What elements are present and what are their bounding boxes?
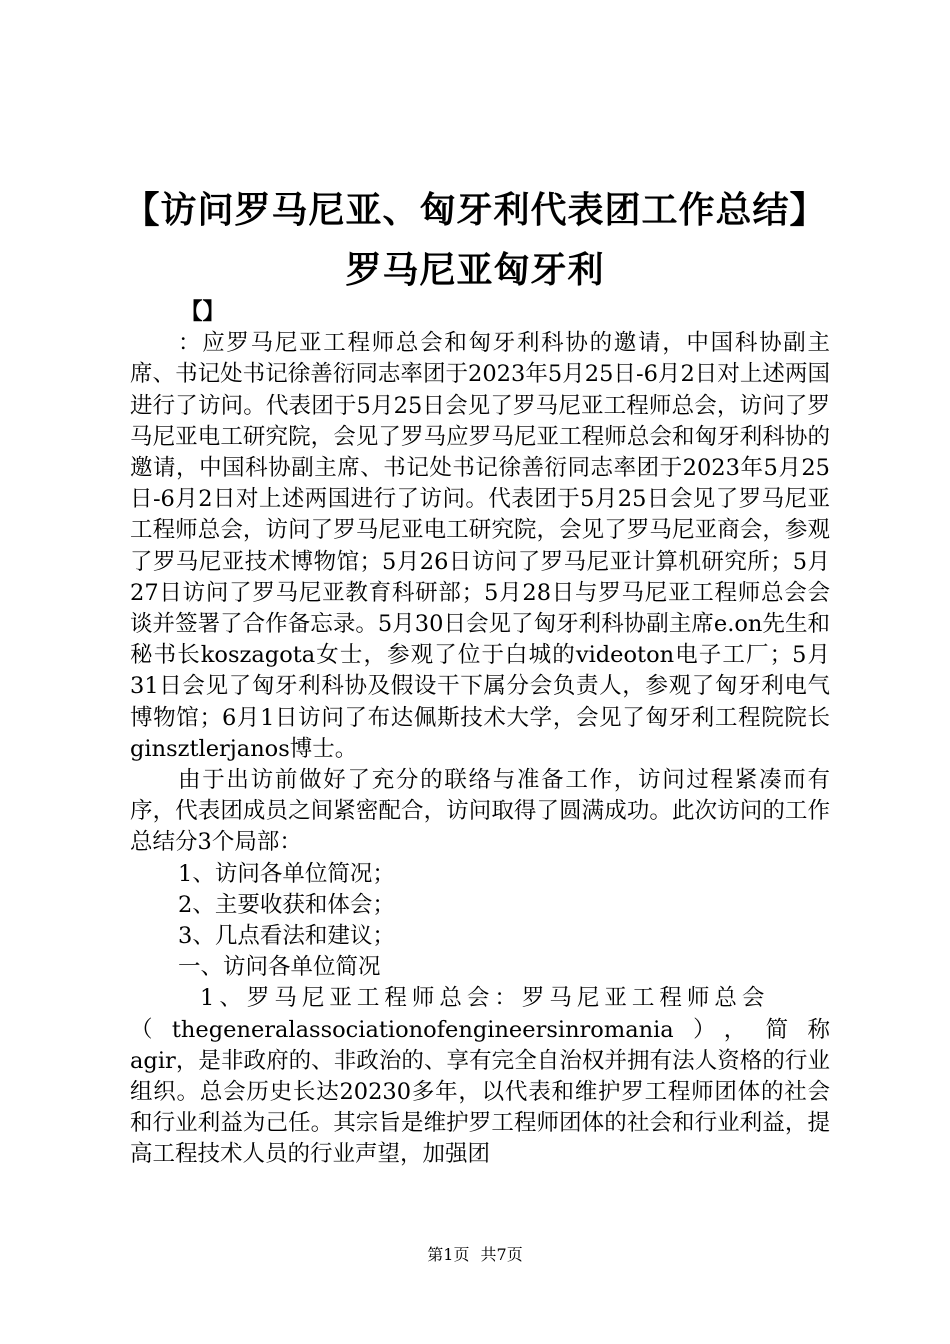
section-heading: 一、访问各单位简况: [178, 954, 381, 981]
bracket-line: 【】: [180, 299, 226, 325]
list-item: 1、访问各单位简况；: [178, 860, 395, 887]
list-item: 3、几点看法和建议；: [178, 923, 395, 950]
document-body: [130, 297, 830, 1171]
page-total: 共7页: [480, 1245, 523, 1264]
agir-heading-line: 1、罗马尼亚工程师总会：罗马尼亚工程师总会: [200, 985, 770, 1012]
agir-description: agir，是非政府的、非政治的、享有完全自治权并拥有法人资格的行业组织。总会历史长达20230多年，以代表和维护罗工程师团体的社会和行业利益为己任。其宗旨是维护罗工程师团体的社会和行业利益，提高工程技术人员的行业声望，加强团: [130, 1047, 830, 1168]
page-number: 第1页: [427, 1245, 470, 1264]
summary-paragraph: 由于出访前做好了充分的联络与准备工作，访问过程紧凑而有序，代表团成员之间紧密配合，访问取得了圆满成功。此次访问的工作总结分3个局部：: [130, 767, 830, 856]
document-title: 【访问罗马尼亚、匈牙利代表团工作总结】罗马尼亚匈牙利: [123, 189, 827, 291]
agir-english-name-line: （thegeneralassociationofengineersinromania），简称: [130, 1016, 830, 1043]
page-footer: [0, 1244, 950, 1266]
intro-paragraph: ：应罗马尼亚工程师总会和匈牙利科协的邀请，中国科协副主席、书记处书记徐善衍同志率团于2023年5月25日-6月2日对上述两国进行了访问。代表团于5月25日会见了罗马尼亚工程师总会，访问了罗马尼亚电工研究院，会见了罗马应罗马尼亚工程师总会和匈牙利科协的邀请，中国科协副主席、书记处书记徐善衍同志率团于2023年5月25日-6月2日对上述两国进行了访问。代表团于5月25日会见了罗马尼亚工程师总会，访问了罗马尼亚电工研究院，会见了罗马尼亚商会，参观了罗马尼亚技术博物馆；5月26日访问了罗马尼亚计算机研究所；5月27日访问了罗马尼亚教育科研部；5月28日与罗马尼亚工程师总会会谈并签署了合作备忘录。5月30日会见了匈牙利科协副主席e.on先生和秘书长koszagota女士，参观了位于白城的videoton电子工厂；5月31日会见了匈牙利科协及假设干下属分会负责人，参观了匈牙利电气博物馆；6月1日访问了布达佩斯技术大学，会见了匈牙利工程院院长ginsztlerjanos博士。: [130, 330, 830, 762]
list-item: 2、主要收获和体会；: [178, 891, 395, 918]
